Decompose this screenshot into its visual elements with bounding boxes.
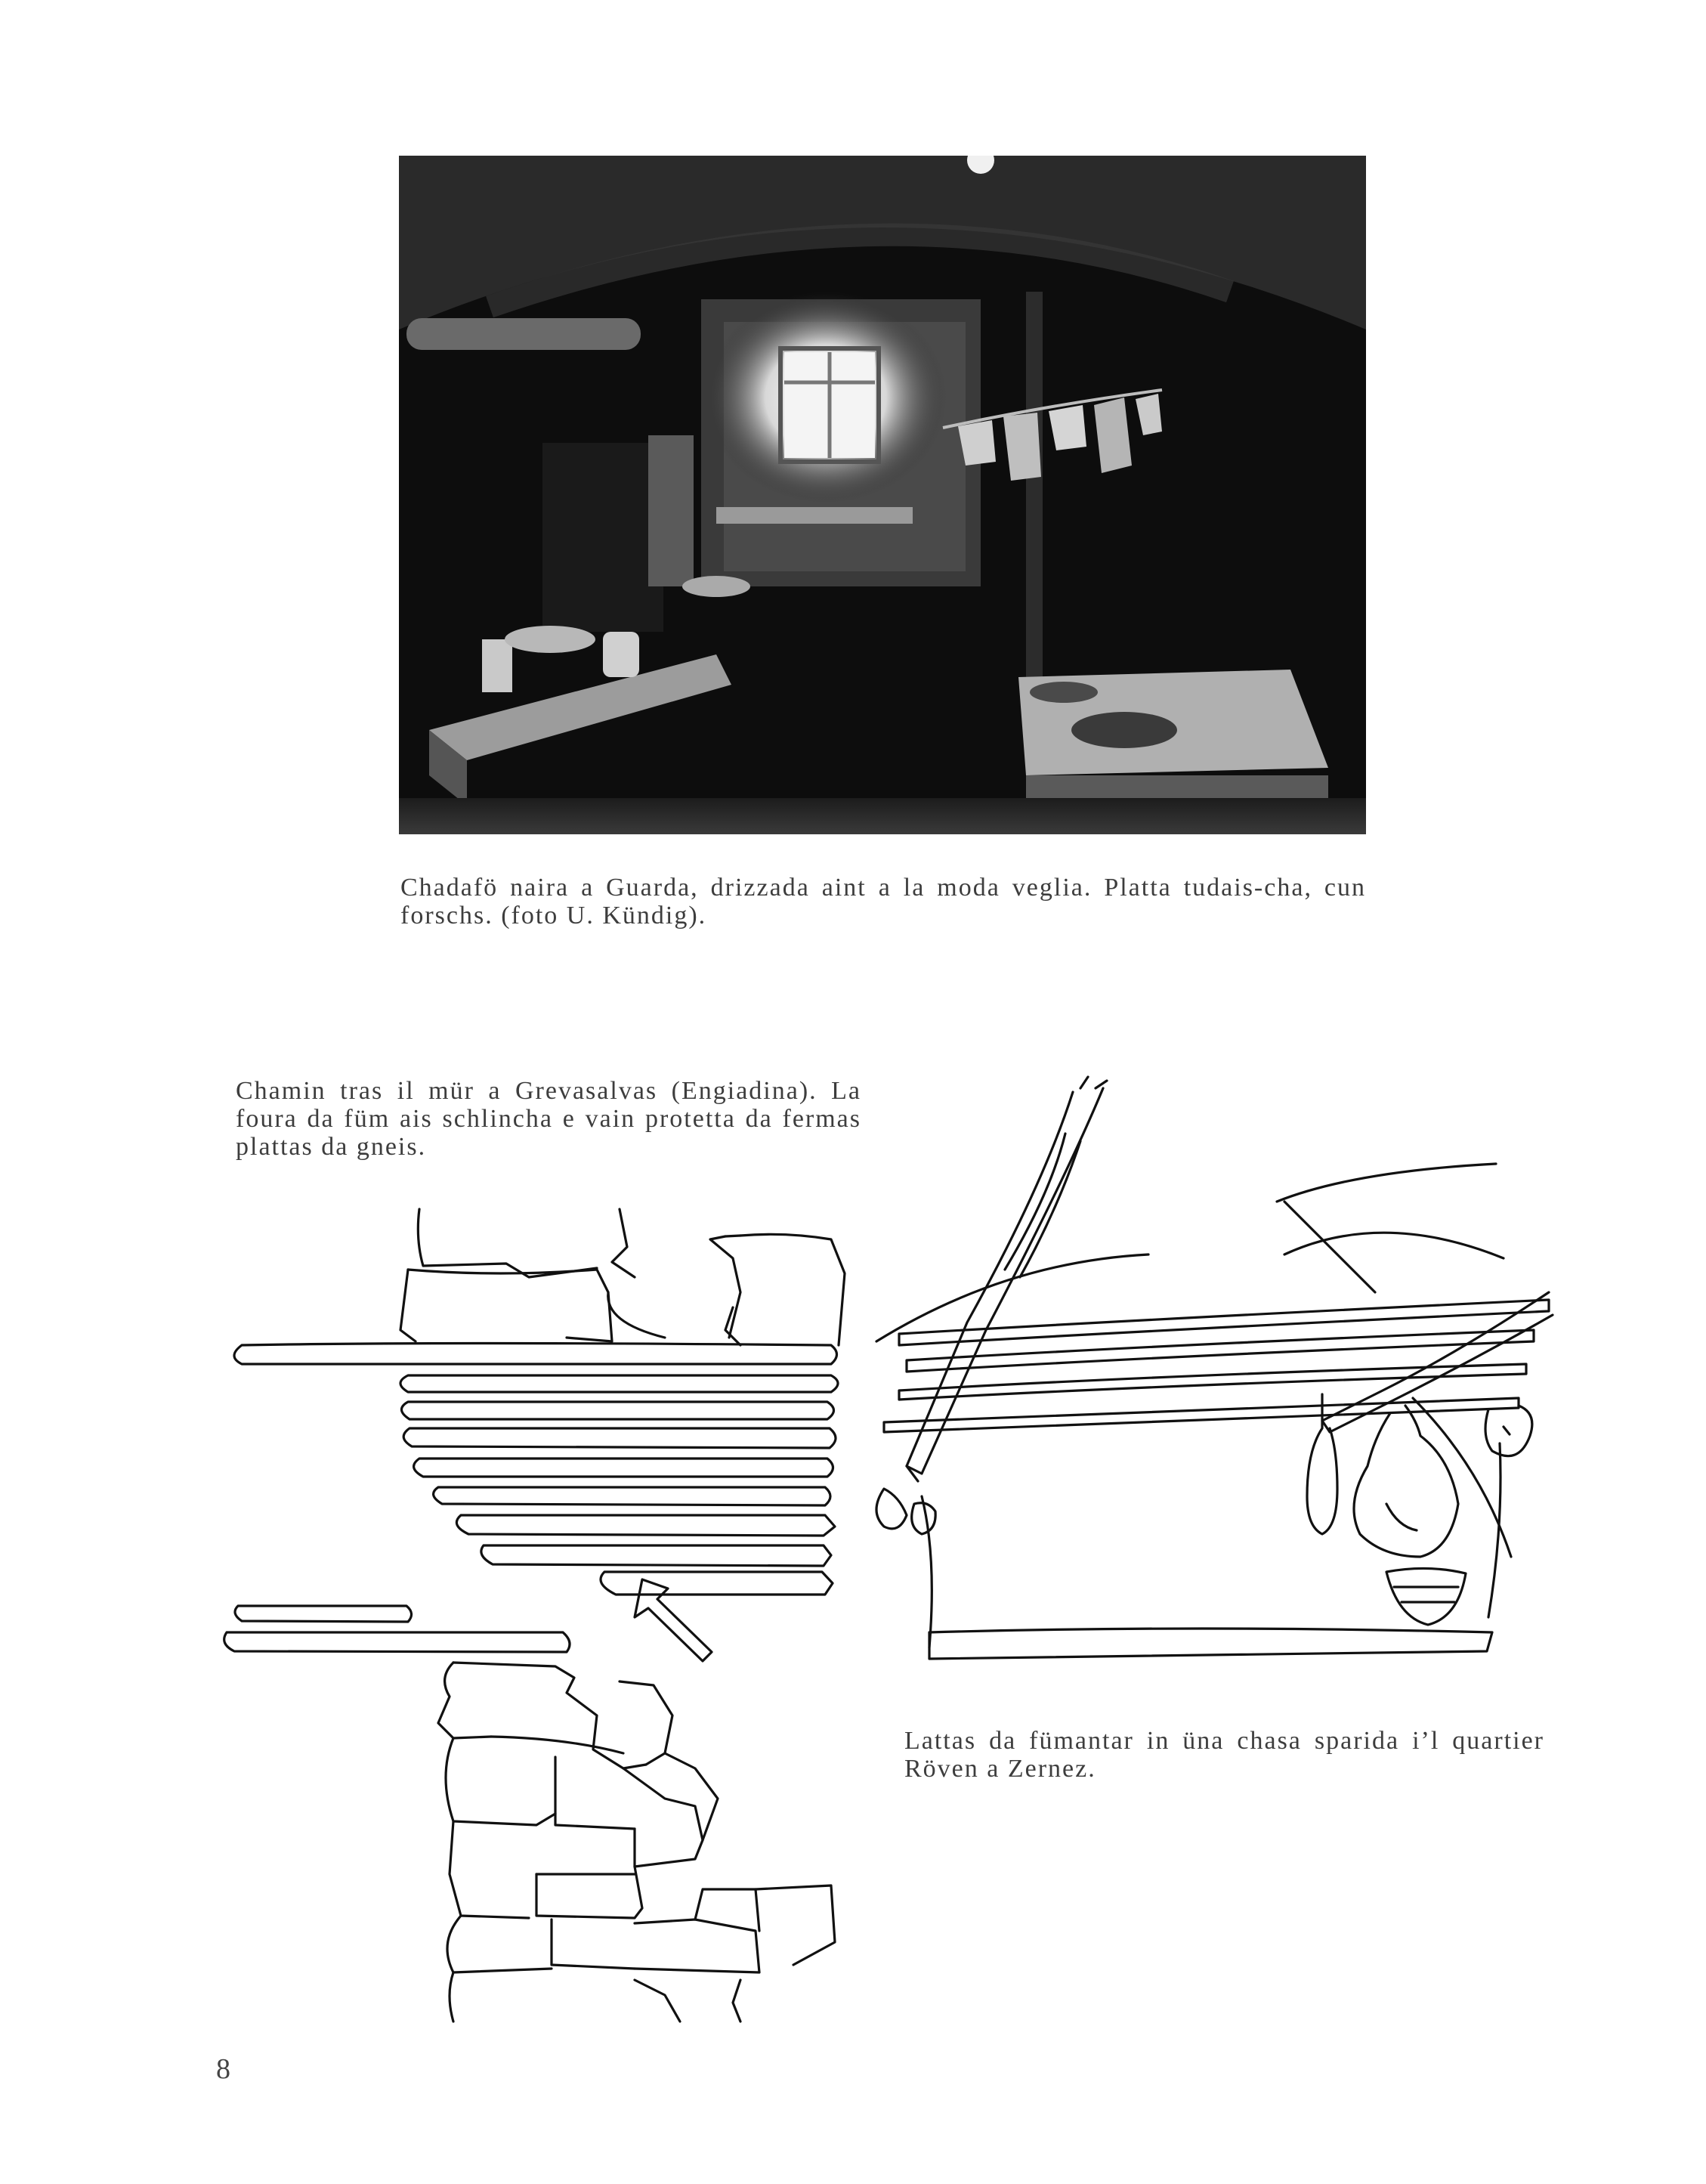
- kitchen-photo-image: [399, 156, 1366, 834]
- chimney-caption: Chamin tras il mür a Grevasalvas (Engiadina). La foura da füm ais schlincha e vain protetta da fermas plattas da gneis.: [236, 1077, 861, 1161]
- smoking-rack-drawing: [854, 1073, 1556, 1700]
- smoking-rack-caption: Lattas da fümantar in üna chasa sparida i’l quartier Röven a Zernez.: [904, 1727, 1544, 1783]
- kitchen-photo: [399, 156, 1366, 834]
- photo-caption: Chadafö naira a Guarda, drizzada aint a la moda veglia. Platta tudais-cha, cun forschs. (foto U. Kündig).: [400, 874, 1366, 930]
- chimney-wall-drawing: [212, 1194, 854, 2025]
- page-number: 8: [216, 2053, 230, 2085]
